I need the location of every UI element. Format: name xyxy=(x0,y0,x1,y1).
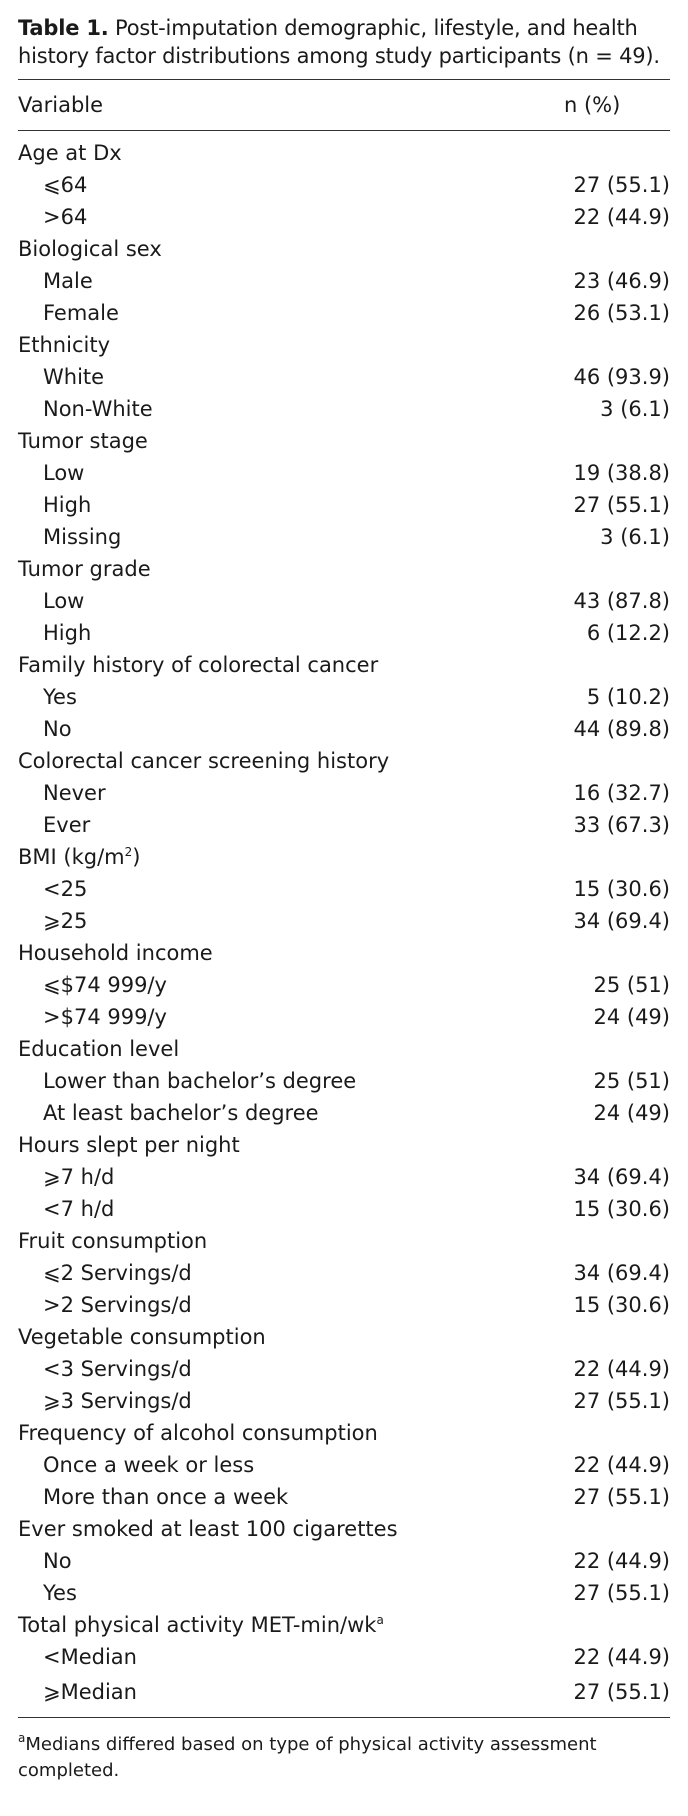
row-label: No xyxy=(43,717,72,741)
category-label: Education level xyxy=(18,1037,180,1061)
value-cell xyxy=(530,1609,670,1641)
category-row xyxy=(18,1417,670,1449)
row-label-cell xyxy=(18,681,530,713)
table-row xyxy=(18,1289,670,1321)
category-row xyxy=(18,937,670,969)
category-label-cell xyxy=(18,1129,530,1161)
row-label: Low xyxy=(43,589,85,613)
value-cell xyxy=(530,1545,670,1577)
table-row xyxy=(18,1385,670,1417)
value-cell xyxy=(530,649,670,681)
value-cell xyxy=(530,745,670,777)
n-percent-value: 15 (30.6) xyxy=(573,877,670,901)
category-row xyxy=(18,841,670,873)
value-cell xyxy=(530,937,670,969)
n-percent-value: 15 (30.6) xyxy=(573,1293,670,1317)
table-row xyxy=(18,297,670,329)
value-cell xyxy=(530,1385,670,1417)
table-row xyxy=(18,1673,670,1711)
value-cell xyxy=(530,1289,670,1321)
category-row xyxy=(18,233,670,265)
n-percent-value: 19 (38.8) xyxy=(573,461,670,485)
table-row xyxy=(18,809,670,841)
category-label: Family history of colorectal cancer xyxy=(18,653,379,677)
row-label: High xyxy=(43,621,92,645)
row-label: Never xyxy=(43,781,106,805)
value-cell xyxy=(530,137,670,169)
category-row xyxy=(18,1129,670,1161)
row-label: More than once a week xyxy=(43,1485,289,1509)
value-cell xyxy=(530,777,670,809)
n-percent-value: 15 (30.6) xyxy=(573,1197,670,1221)
value-cell xyxy=(530,873,670,905)
n-percent-value: 24 (49) xyxy=(593,1005,670,1029)
value-cell xyxy=(530,1641,670,1673)
row-label: Female xyxy=(43,301,119,325)
value-cell xyxy=(530,1161,670,1193)
table-row xyxy=(18,1545,670,1577)
category-label-cell xyxy=(18,1513,530,1545)
value-cell xyxy=(530,617,670,649)
table-row xyxy=(18,169,670,201)
row-label-cell xyxy=(18,777,530,809)
row-label: Yes xyxy=(43,1581,77,1605)
value-cell xyxy=(530,1321,670,1353)
row-label: At least bachelor’s degree xyxy=(43,1101,319,1125)
table-row xyxy=(18,361,670,393)
table-row xyxy=(18,521,670,553)
value-cell xyxy=(530,329,670,361)
n-percent-value: 3 (6.1) xyxy=(600,397,670,421)
n-percent-value: 27 (55.1) xyxy=(573,1680,670,1704)
value-cell xyxy=(530,1065,670,1097)
value-cell xyxy=(530,1417,670,1449)
table-row xyxy=(18,1449,670,1481)
row-label-cell xyxy=(18,297,530,329)
row-label: <Median xyxy=(43,1645,137,1669)
row-label: <25 xyxy=(43,877,88,901)
row-label-cell xyxy=(18,1673,530,1711)
value-cell xyxy=(530,1193,670,1225)
table-row xyxy=(18,1161,670,1193)
value-cell xyxy=(530,1513,670,1545)
n-percent-value: 25 (51) xyxy=(593,973,670,997)
value-cell xyxy=(530,969,670,1001)
row-label-cell xyxy=(18,617,530,649)
row-label: Yes xyxy=(43,685,77,709)
table-row xyxy=(18,393,670,425)
table-row xyxy=(18,617,670,649)
n-percent-value: 16 (32.7) xyxy=(573,781,670,805)
row-label: ⩾7 h/d xyxy=(43,1165,115,1189)
row-label: ⩾3 Servings/d xyxy=(43,1389,192,1413)
table-row xyxy=(18,585,670,617)
category-label: Ethnicity xyxy=(18,333,110,357)
category-label: Age at Dx xyxy=(18,141,122,165)
row-label: Missing xyxy=(43,525,122,549)
category-label: Tumor stage xyxy=(18,429,148,453)
n-percent-value: 33 (67.3) xyxy=(573,813,670,837)
row-label-cell xyxy=(18,1449,530,1481)
category-label: BMI (kg/m xyxy=(18,845,125,869)
table-row xyxy=(18,265,670,297)
category-row xyxy=(18,745,670,777)
value-cell xyxy=(530,553,670,585)
category-row xyxy=(18,553,670,585)
table-row xyxy=(18,1001,670,1033)
row-label-cell xyxy=(18,1545,530,1577)
value-cell xyxy=(530,489,670,521)
value-cell xyxy=(530,361,670,393)
value-cell xyxy=(530,169,670,201)
row-label: High xyxy=(43,493,92,517)
value-cell xyxy=(530,1097,670,1129)
n-percent-value: 5 (10.2) xyxy=(586,685,670,709)
category-label: Ever smoked at least 100 cigarettes xyxy=(18,1517,398,1541)
n-percent-value: 27 (55.1) xyxy=(573,173,670,197)
row-label: No xyxy=(43,1549,72,1573)
value-cell xyxy=(530,425,670,457)
row-label: >$74 999/y xyxy=(43,1005,167,1029)
row-label: <3 Servings/d xyxy=(43,1357,192,1381)
category-label: Frequency of alcohol consumption xyxy=(18,1421,378,1445)
row-label-cell xyxy=(18,521,530,553)
category-row xyxy=(18,329,670,361)
category-label-cell xyxy=(18,329,530,361)
row-label: >2 Servings/d xyxy=(43,1293,192,1317)
table-row xyxy=(18,457,670,489)
footnote-text: Medians differed based on type of physical activity assessment completed. xyxy=(18,1734,597,1781)
row-label-cell xyxy=(18,457,530,489)
category-label-cell xyxy=(18,1225,530,1257)
value-cell xyxy=(530,713,670,745)
category-label-cell xyxy=(18,233,530,265)
row-label-cell xyxy=(18,1097,530,1129)
category-label-cell xyxy=(18,1033,530,1065)
category-label-cell xyxy=(18,425,530,457)
category-label: Hours slept per night xyxy=(18,1133,240,1157)
row-label: Once a week or less xyxy=(43,1453,255,1477)
value-cell xyxy=(530,1257,670,1289)
header-variable: Variable xyxy=(18,93,104,117)
category-label-cell xyxy=(18,649,530,681)
category-row xyxy=(18,137,670,169)
category-label: Tumor grade xyxy=(18,557,151,581)
row-label-cell xyxy=(18,969,530,1001)
value-cell xyxy=(530,809,670,841)
n-percent-value: 22 (44.9) xyxy=(573,1453,670,1477)
table-row xyxy=(18,1065,670,1097)
table-row xyxy=(18,489,670,521)
row-label: ⩾Median xyxy=(43,1680,137,1704)
row-label-cell xyxy=(18,201,530,233)
n-percent-value: 27 (55.1) xyxy=(573,493,670,517)
footnote-marker: a xyxy=(18,1731,26,1745)
n-percent-value: 3 (6.1) xyxy=(600,525,670,549)
category-row xyxy=(18,1225,670,1257)
category-row xyxy=(18,1321,670,1353)
row-label: ⩽2 Servings/d xyxy=(43,1261,192,1285)
n-percent-value: 27 (55.1) xyxy=(573,1581,670,1605)
n-percent-value: 27 (55.1) xyxy=(573,1389,670,1413)
table-row xyxy=(18,201,670,233)
value-cell xyxy=(530,1481,670,1513)
n-percent-value: 43 (87.8) xyxy=(573,589,670,613)
row-label: Male xyxy=(43,269,93,293)
category-label-cell xyxy=(18,553,530,585)
table-row xyxy=(18,1257,670,1289)
category-label: Household income xyxy=(18,941,213,965)
row-label-cell xyxy=(18,1161,530,1193)
category-label-cell xyxy=(18,745,530,777)
value-cell xyxy=(530,1449,670,1481)
row-label-cell xyxy=(18,265,530,297)
label-suffix: ) xyxy=(132,845,141,869)
value-cell xyxy=(530,393,670,425)
table-row xyxy=(18,681,670,713)
row-label: Ever xyxy=(43,813,91,837)
table-row xyxy=(18,777,670,809)
row-label-cell xyxy=(18,1353,530,1385)
n-percent-value: 24 (49) xyxy=(593,1101,670,1125)
row-label: Lower than bachelor’s degree xyxy=(43,1069,357,1093)
category-row xyxy=(18,1513,670,1545)
row-label-cell xyxy=(18,873,530,905)
table-row xyxy=(18,713,670,745)
category-label-cell xyxy=(18,937,530,969)
row-label: ⩾25 xyxy=(43,909,88,933)
n-percent-value: 34 (69.4) xyxy=(573,1165,670,1189)
category-label-cell xyxy=(18,1609,530,1641)
n-percent-value: 22 (44.9) xyxy=(573,1357,670,1381)
n-percent-value: 6 (12.2) xyxy=(586,621,670,645)
table-row xyxy=(18,969,670,1001)
value-cell xyxy=(530,841,670,873)
value-cell xyxy=(530,457,670,489)
n-percent-value: 34 (69.4) xyxy=(573,1261,670,1285)
category-label-cell xyxy=(18,1417,530,1449)
n-percent-value: 23 (46.9) xyxy=(573,269,670,293)
table-header xyxy=(18,80,670,130)
n-percent-value: 22 (44.9) xyxy=(573,1549,670,1573)
row-label: >64 xyxy=(43,205,88,229)
value-cell xyxy=(530,233,670,265)
table-row xyxy=(18,1641,670,1673)
row-label-cell xyxy=(18,1257,530,1289)
category-label: Fruit consumption xyxy=(18,1229,208,1253)
value-cell xyxy=(530,681,670,713)
category-label-cell xyxy=(18,841,530,873)
table-label: Table 1. xyxy=(18,16,109,40)
n-percent-value: 25 (51) xyxy=(593,1069,670,1093)
value-cell xyxy=(530,585,670,617)
value-cell xyxy=(530,1673,670,1711)
table-footnote xyxy=(18,1732,670,1784)
table-row xyxy=(18,905,670,937)
table-row xyxy=(18,1353,670,1385)
value-cell xyxy=(530,265,670,297)
row-label: ⩽64 xyxy=(43,173,88,197)
row-label-cell xyxy=(18,1577,530,1609)
value-cell xyxy=(530,297,670,329)
category-label: Total physical activity MET-min/wk xyxy=(18,1613,377,1637)
header-n-percent: n (%) xyxy=(564,93,621,117)
value-cell xyxy=(530,905,670,937)
n-percent-value: 34 (69.4) xyxy=(573,909,670,933)
table-caption xyxy=(18,14,670,70)
n-percent-value: 46 (93.9) xyxy=(573,365,670,389)
row-label-cell xyxy=(18,585,530,617)
row-label: ⩽$74 999/y xyxy=(43,973,167,997)
category-label-cell xyxy=(18,1321,530,1353)
row-label: Non-White xyxy=(43,397,153,421)
value-cell xyxy=(530,1033,670,1065)
bottom-rule xyxy=(18,1717,670,1718)
row-label-cell xyxy=(18,905,530,937)
table-page xyxy=(0,14,688,1816)
category-label: Colorectal cancer screening history xyxy=(18,749,390,773)
value-cell xyxy=(530,1001,670,1033)
category-label: Vegetable consumption xyxy=(18,1325,266,1349)
row-label-cell xyxy=(18,489,530,521)
table-body xyxy=(18,137,670,1711)
n-percent-value: 27 (55.1) xyxy=(573,1485,670,1509)
value-cell xyxy=(530,1353,670,1385)
table-row xyxy=(18,873,670,905)
value-cell xyxy=(530,1225,670,1257)
value-cell xyxy=(530,521,670,553)
n-percent-value: 44 (89.8) xyxy=(573,717,670,741)
superscript: a xyxy=(376,1613,384,1627)
row-label-cell xyxy=(18,169,530,201)
table-row xyxy=(18,1193,670,1225)
row-label-cell xyxy=(18,1001,530,1033)
n-percent-value: 22 (44.9) xyxy=(573,205,670,229)
row-label-cell xyxy=(18,361,530,393)
row-label-cell xyxy=(18,1193,530,1225)
value-cell xyxy=(530,201,670,233)
category-label-cell xyxy=(18,137,530,169)
row-label: <7 h/d xyxy=(43,1197,115,1221)
category-row xyxy=(18,425,670,457)
row-label-cell xyxy=(18,1065,530,1097)
row-label-cell xyxy=(18,713,530,745)
data-table xyxy=(18,137,670,1711)
table-row xyxy=(18,1481,670,1513)
row-label-cell xyxy=(18,809,530,841)
value-cell xyxy=(530,1129,670,1161)
row-label-cell xyxy=(18,1385,530,1417)
value-cell xyxy=(530,1577,670,1609)
row-label: White xyxy=(43,365,105,389)
n-percent-value: 22 (44.9) xyxy=(573,1645,670,1669)
category-row xyxy=(18,1033,670,1065)
superscript: 2 xyxy=(124,845,133,859)
row-label: Low xyxy=(43,461,85,485)
table-row xyxy=(18,1097,670,1129)
header-rule xyxy=(18,130,670,131)
row-label-cell xyxy=(18,1641,530,1673)
row-label-cell xyxy=(18,1289,530,1321)
category-label: Biological sex xyxy=(18,237,162,261)
n-percent-value: 26 (53.1) xyxy=(573,301,670,325)
category-row xyxy=(18,649,670,681)
row-label-cell xyxy=(18,1481,530,1513)
category-row xyxy=(18,1609,670,1641)
table-row xyxy=(18,1577,670,1609)
row-label-cell xyxy=(18,393,530,425)
caption-text: Post-imputation demographic, lifestyle, and health history factor distributions among study participants (n = 49). xyxy=(18,16,660,68)
